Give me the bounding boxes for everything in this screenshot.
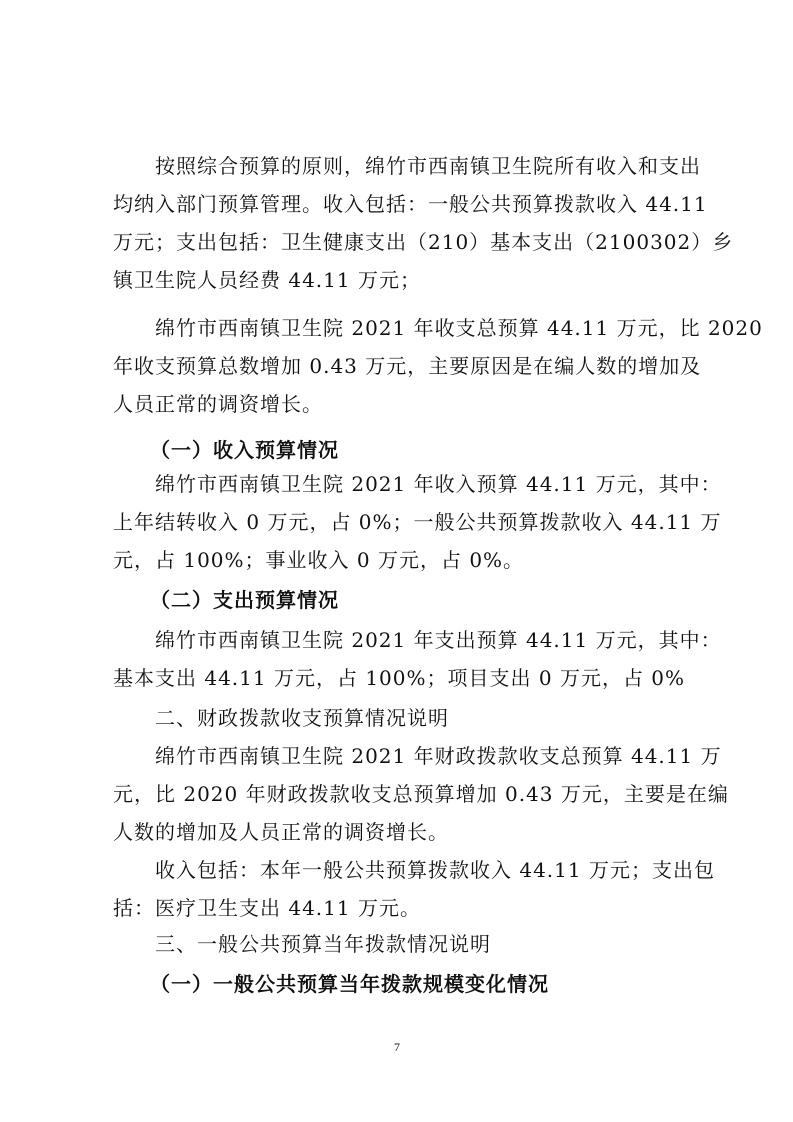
paragraph-line: 绵竹市西南镇卫生院 2021 年财政拨款收支总预算 44.11 万 bbox=[155, 744, 722, 768]
paragraph-line: 年收支预算总数增加 0.43 万元，主要原因是在编人数的增加及 bbox=[113, 354, 702, 378]
section-heading: 二、财政拨款收支预算情况说明 bbox=[155, 706, 449, 730]
paragraph-line: 基本支出 44.11 万元，占 100%；项目支出 0 万元，占 0% bbox=[113, 666, 686, 690]
paragraph-line: 镇卫生院人员经费 44.11 万元； bbox=[113, 268, 421, 292]
paragraph-line: 均纳入部门预算管理。收入包括：一般公共预算拨款收入 44.11 bbox=[113, 192, 708, 216]
section-heading: （一）收入预算情况 bbox=[150, 438, 339, 462]
section-heading: 三、一般公共预算当年拨款情况说明 bbox=[155, 932, 491, 956]
paragraph-line: 按照综合预算的原则，绵竹市西南镇卫生院所有收入和支出 bbox=[155, 154, 701, 178]
paragraph-line: 人员正常的调资增长。 bbox=[113, 392, 323, 416]
paragraph-line: 元，比 2020 年财政拨款收支总预算增加 0.43 万元，主要是在编 bbox=[113, 782, 729, 806]
page-number: 7 bbox=[394, 1040, 400, 1054]
paragraph-line: 人数的增加及人员正常的调资增长。 bbox=[113, 820, 449, 844]
paragraph-line: 括：医疗卫生支出 44.11 万元。 bbox=[113, 896, 421, 920]
paragraph-line: 收入包括：本年一般公共预算拨款收入 44.11 万元；支出包 bbox=[155, 858, 715, 882]
paragraph-line: 绵竹市西南镇卫生院 2021 年收入预算 44.11 万元，其中： bbox=[155, 472, 722, 496]
section-heading: （二）支出预算情况 bbox=[150, 588, 339, 612]
paragraph-line: 绵竹市西南镇卫生院 2021 年支出预算 44.11 万元，其中： bbox=[155, 628, 722, 652]
paragraph-line: 上年结转收入 0 万元，占 0%；一般公共预算拨款收入 44.11 万 bbox=[113, 510, 722, 534]
paragraph-line: 万元；支出包括：卫生健康支出（210）基本支出（2100302）乡 bbox=[113, 230, 734, 254]
paragraph-line: 元，占 100%；事业收入 0 万元，占 0%。 bbox=[113, 548, 525, 572]
paragraph-line: 绵竹市西南镇卫生院 2021 年收支总预算 44.11 万元，比 2020 bbox=[155, 316, 763, 340]
section-heading: （一）一般公共预算当年拨款规模变化情况 bbox=[150, 972, 549, 996]
